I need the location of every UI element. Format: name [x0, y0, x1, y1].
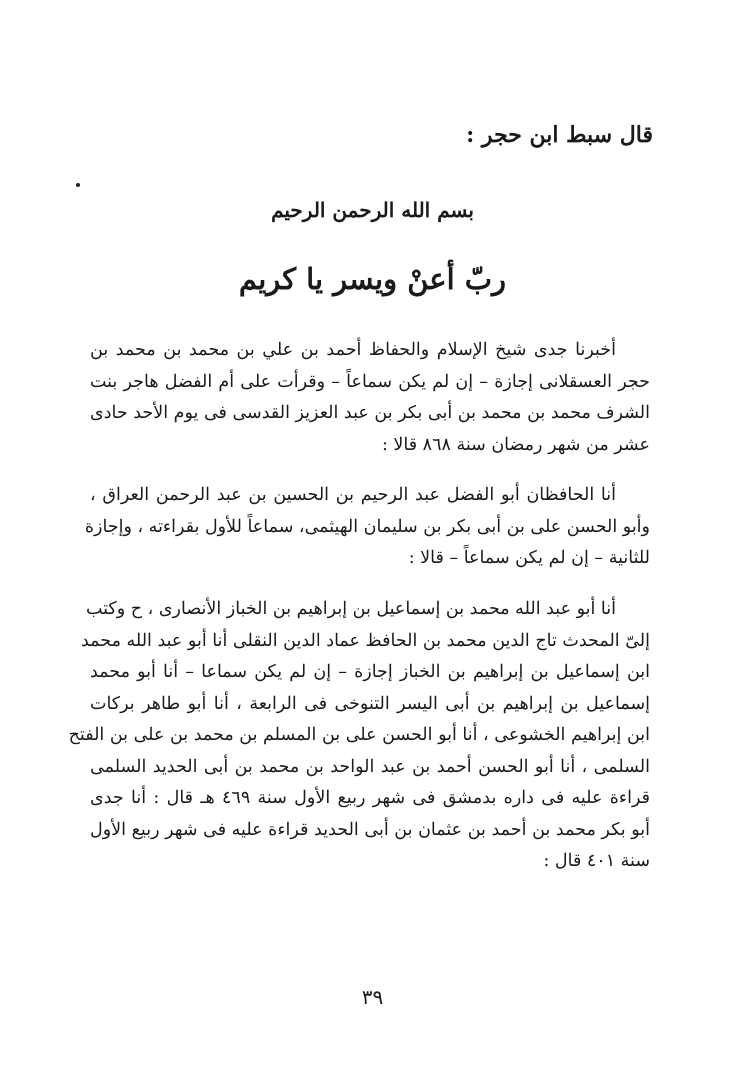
text-line: وأبو الحسن على بن أبى بكر بن سليمان الهيثمى، سماعاً للأول بقراءته ، وإجازة [84, 516, 650, 537]
text-line: السلمى ، أنا أبو الحسن أحمد بن عبد الواحد بن محمد بن أبى الحديد السلمى [90, 756, 650, 777]
paragraph-1 [90, 335, 650, 461]
text-line: سنة ٤٠١ قال : [543, 851, 650, 871]
text-line: إلىّ المحدث تاج الدين محمد بن الحافظ عماد الدين النقلى أنا أبو عبد الله محمد [80, 630, 650, 651]
text-line: إسماعيل بن إبراهيم بن أبى اليسر التنوخى فى الرابعة ، أنا أبو طاهر بركات [90, 693, 650, 714]
text-line: ابن إسماعيل بن إبراهيم بن الخباز إجازة – إن لم يكن سماعا – أنا أبو محمد [90, 662, 650, 682]
paragraph-2 [84, 480, 650, 575]
basmala: بسم الله الرحمن الرحيم [271, 198, 474, 222]
text-line: أنا أبو عبد الله محمد بن إسماعيل بن إبراهيم بن الخباز الأنصارى ، ح وكتب [85, 599, 616, 619]
text-line: قراءة عليه فى داره بدمشق فى شهر ربيع الأول سنة ٤٦٩ هـ قال : أنا جدى [90, 788, 650, 808]
text-line: أخبرنا جدى شيخ الإسلام والحفاظ أحمد بن علي بن محمد بن محمد بن [90, 340, 616, 360]
text-line: ابن إبراهيم الخشوعى ، أنا أبو الحسن على بن المسلم بن محمد بن على بن الفتح [68, 725, 650, 745]
text-line: أبو بكر محمد بن أحمد بن عثمان بن أبى الحديد قراءة عليه فى شهر ربيع الأول [90, 819, 650, 840]
speaker-line: قال سبط ابن حجر : [466, 122, 653, 148]
text-line: الشرف محمد بن محمد بن أبى بكر بن عبد العزيز القدسى فى يوم الأحد حادى [90, 403, 650, 423]
text-line: حجر العسقلانى إجازة – إن لم يكن سماعاً – وقرأت على أم الفضل هاجر بنت [90, 371, 650, 392]
stray-dot-mark [76, 183, 80, 187]
text-line: عشر من شهر رمضان سنة ٨٦٨ قالا : [381, 434, 650, 455]
page-number: ٣٩ [361, 985, 384, 1009]
page-heading: ربّ أعنْ ويسر يا كريم [238, 262, 507, 296]
text-line: أنا الحافظان أبو الفضل عبد الرحيم بن الحسين بن عبد الرحمن العراق ، [90, 485, 616, 505]
text-line: للثانية – إن لم يكن سماعاً – قالا : [408, 548, 650, 568]
paragraph-3 [68, 594, 650, 878]
